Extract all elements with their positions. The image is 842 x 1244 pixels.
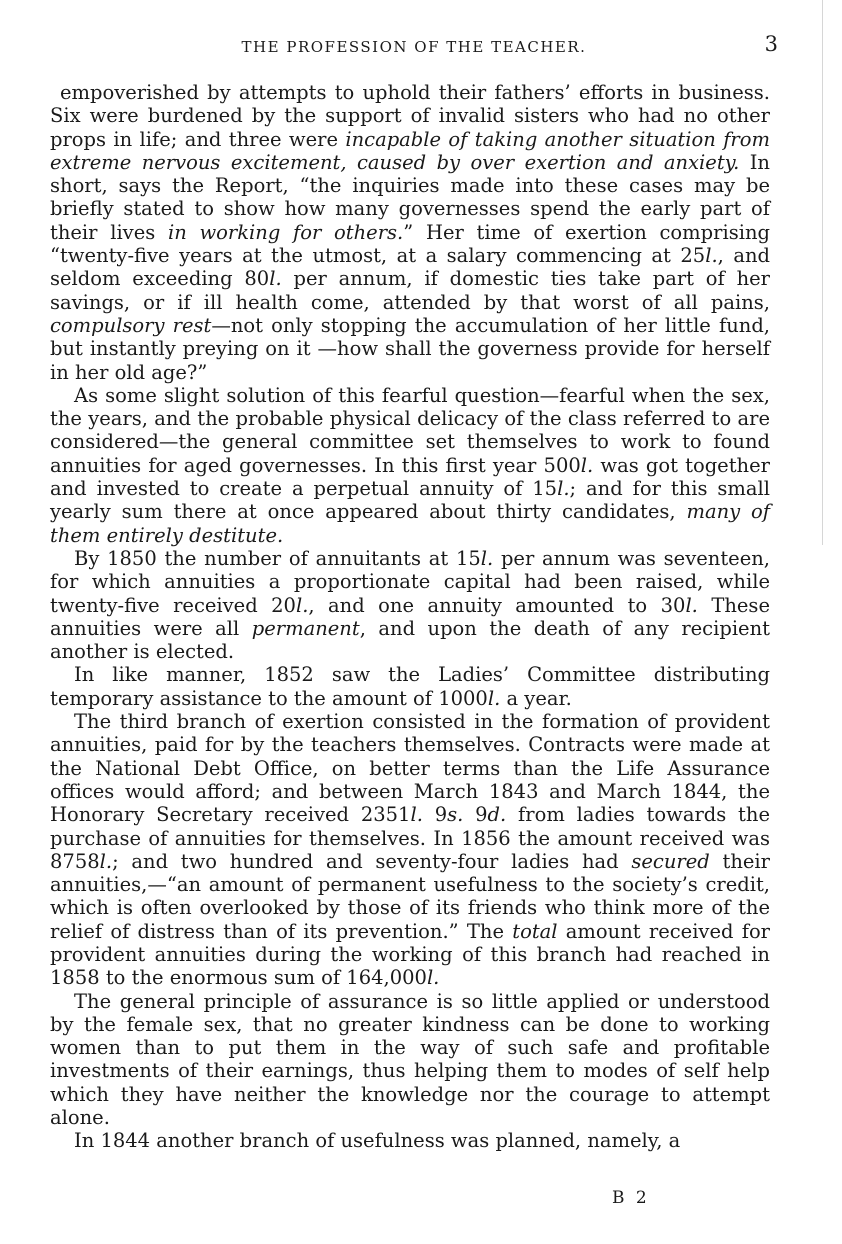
paragraph [50,547,770,663]
italic-run: l. [269,267,282,291]
page-edge-line [822,0,823,545]
italic-run: l. [705,244,718,268]
paragraph [50,990,770,1130]
italic-run: l. [685,593,698,617]
text-run: per annum, if domestic ties take part of her savings, or if ill health come, attended by that worst of all pains, [50,267,770,314]
text-run: a year. [500,686,572,710]
paragraph [50,1129,770,1152]
text-run: ; and two hundred and seventy-four ladies had [112,849,632,873]
text-run: In short, says the Report, “the inquiries made into these cases may be briefly stated to show how many governesses spend the early part of their lives [50,150,770,244]
text-run: , and one annuity amounted to 30 [308,593,686,617]
italic-run: permanent [251,616,360,640]
text-run: ; and for this small yearly sum there at once appeared about thirty candidates, [50,477,770,524]
text-run: In like manner, 1852 saw the Ladies’ Committee distributing temporary assistance to the amount of 1000 [50,663,770,710]
text-run: By 1850 the number of annuitants at 15 [74,546,481,570]
text-run: In 1844 another branch of usefulness was planned, namely, a [74,1129,681,1153]
text-run: amount received for provident annuities during the working of this branch had reached in 1858 to the enormous sum of 164,000 [50,919,771,990]
text-run: their annuities,—“an amount of permanent usefulness to the society’s credit, which is often overlooked by those of its friends who think more of the relief of distress than of its prevention.” The [50,849,770,943]
text-run: 9 [422,803,448,827]
text-run: per annum was seventeen, for which annuities a proportionate capital had been raised, while twenty-five received 20 [50,546,771,617]
text-run: As some slight solution of this fearful question—fearful when the sex, the years, and the probable physical delicacy of the class referred to are considered—the general committee set themselves to work to found annuities for aged governesses. In this first year 500 [50,383,770,477]
signature-mark: B 2 [612,1188,650,1208]
italic-run: d. [487,803,507,827]
italic-run: l. [487,686,501,710]
italic-run: total [512,919,558,943]
paragraph [50,710,770,990]
text-run: ” Her time of exertion comprising “twenty-five years at the utmost, at a salary commencing at 25 [50,220,770,268]
paragraph [50,384,770,547]
italic-run: l. [557,477,570,501]
page-header [50,34,778,60]
text-run: 9 [463,803,488,827]
page-number: 3 [764,32,778,56]
italic-run: l. [426,966,440,990]
italic-run: s. [447,803,464,827]
italic-run: l. [480,546,494,570]
text-run: These annuities were all [50,593,770,640]
italic-run: l. [99,849,113,873]
text-run: empoverished by attempts to uphold their fathers’ efforts in business. Six were burdened by the support of invalid sisters who had no other props in life; and three were [50,81,770,151]
paragraph [50,663,770,710]
text-run: The third branch of exertion consisted in the formation of provident annuities, paid for by the teachers themselves. Contracts were made at the National Debt Office, on better terms than the Life Assurance offices would afford; and between March 1843 and March 1844, the Honorary Secretary received 2351 [50,710,770,827]
text-run: was got together and invested to create a perpetual annuity of 15 [50,453,770,501]
text-run: —not only stopping the accumulation of her little fund, but instantly preying on it —how shall the governess provide for herself in her old age?” [50,313,770,384]
italic-run: compulsory rest [50,313,212,337]
italic-run: l. [410,803,423,827]
italic-run: l. [580,453,594,477]
italic-run: incapable of taking another situation from extreme nervous excitement, caused by over exertion and anxiety. [50,127,770,174]
text-run: The general principle of assurance is so little applied or understood by the female sex, that no greater kindness can be done to working women than to put them in the way of such safe and profitable investments of their earnings, thus helping them to modes of self help which they have neither the knowledge nor the courage to attempt alone. [50,989,770,1130]
italic-run: many of them entirely destitute. [50,500,770,547]
body-text [50,81,770,1153]
paragraph [50,81,770,384]
italic-run: secured [631,849,710,873]
text-run: from ladies towards the purchase of annuities for themselves. In 1856 the amount received was 8758 [50,803,770,873]
italic-run: in working for others. [167,220,404,244]
text-run: , and upon the death of any recipient another is elected. [50,616,770,664]
italic-run: l. [295,593,309,617]
text-run: , and seldom exceeding 80 [50,244,770,291]
running-title: THE PROFESSION OF THE TEACHER. [241,38,587,56]
